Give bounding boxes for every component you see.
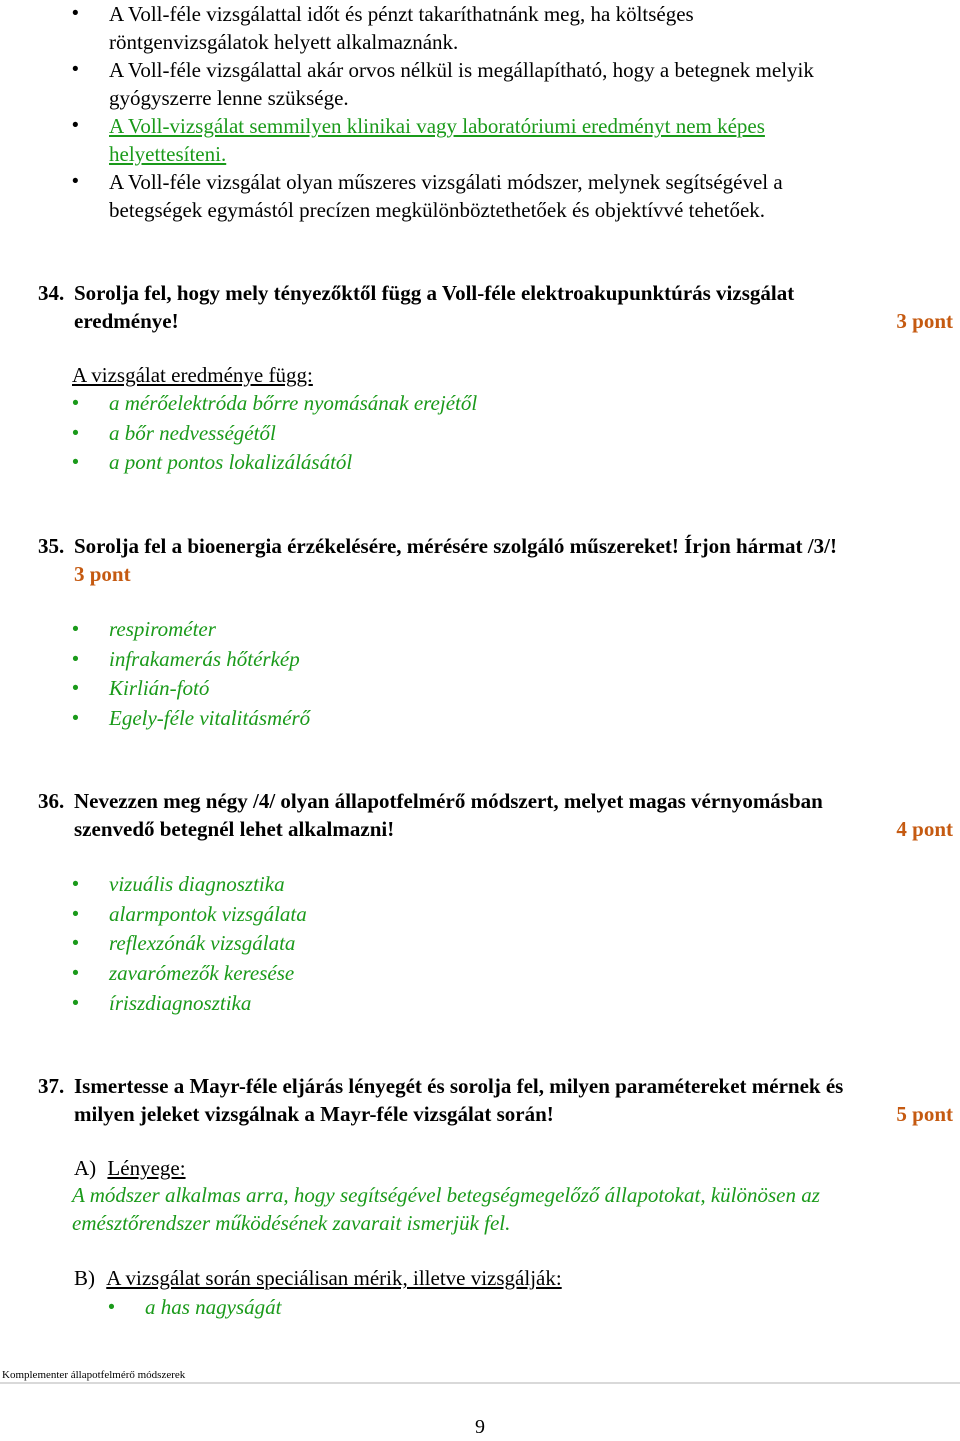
footer-divider (0, 1382, 960, 1384)
points-label: 5 pont (896, 1102, 953, 1126)
statement-line: • A Voll-féle vizsgálat olyan műszeres vizsgálati módszer, melynek segítségével a (109, 170, 783, 194)
statement-item-correct (0, 112, 960, 168)
statement-line: • A Voll-féle vizsgálattal akár orvos nélkül is megállapítható, hogy a betegnek melyik (109, 58, 814, 82)
answer-item: • reflexzónák vizsgálata (0, 929, 960, 959)
answer-list-34 (0, 389, 960, 478)
statement-item (0, 56, 960, 112)
question-text: Sorolja fel, hogy mely tényezőktől függ a Voll-féle elektroakupunktúrás vizsgálat (74, 281, 795, 305)
answer-item: • a pont pontos lokalizálásától (0, 448, 960, 478)
statement-line: gyógyszerre lenne szüksége. (109, 86, 349, 110)
statement-line: röntgenvizsgálatok helyett alkalmaznánk. (109, 30, 459, 54)
answer-item: • respirométer (0, 615, 960, 645)
answer-list-37b (36, 1293, 936, 1323)
part-letter: A) (74, 1156, 97, 1180)
statement-line: betegségek egymástól precízen megkülönböztethetőek és objektívvé tehetőek. (109, 198, 766, 222)
question-text: szenvedő betegnél lehet alkalmazni! (74, 817, 395, 841)
part-label: A vizsgálat során speciálisan mérik, illetve vizsgálják: (106, 1266, 562, 1290)
question-text: eredménye! (74, 309, 179, 333)
page-number: 9 (475, 1416, 485, 1438)
answer-item: • infrakamerás hőtérkép (0, 645, 960, 675)
statement-item (0, 0, 960, 56)
statement-line: helyettesíteni. (109, 142, 227, 166)
part-a-heading (74, 1154, 186, 1182)
answer-line: emésztőrendszer működésének zavarait ismerjük fel. (72, 1211, 511, 1235)
answer-item: • alarmpontok vizsgálata (0, 900, 960, 930)
answer-item: • zavarómezők keresése (0, 959, 960, 989)
answer-item: • vizuális diagnosztika (0, 870, 960, 900)
answer-line: A módszer alkalmas arra, hogy segítségével betegségmegelőző állapotokat, különösen az (72, 1183, 820, 1207)
part-b-heading (74, 1264, 562, 1292)
points-label: 3 pont (896, 309, 953, 333)
answer-item: • Egely-féle vitalitásmérő (0, 704, 960, 734)
part-label: Lényege: (107, 1156, 186, 1180)
intro-statement-list (0, 0, 960, 224)
question-text: Nevezzen meg négy /4/ olyan állapotfelmérő módszert, melyet magas vérnyomásban (74, 789, 823, 813)
answer-item: • a mérőelektróda bőrre nyomásának erejétől (0, 389, 960, 419)
statement-line: • A Voll-féle vizsgálattal időt és pénzt takaríthatnánk meg, ha költséges (109, 2, 694, 26)
statement-item (0, 168, 960, 224)
question-37 (0, 1072, 960, 1128)
question-number: 36. (38, 789, 65, 813)
answer-list-36 (0, 870, 960, 1019)
question-text: milyen jeleket vizsgálnak a Mayr-féle vizsgálat során! (74, 1102, 554, 1126)
question-number: 37. (38, 1074, 65, 1098)
part-a-answer (72, 1181, 820, 1237)
question-number: 35. (38, 534, 65, 558)
statement-line: • A Voll-vizsgálat semmilyen klinikai vagy laboratóriumi eredményt nem képes (109, 114, 765, 138)
answer-list-35 (0, 615, 960, 734)
part-letter: B) (74, 1266, 95, 1290)
answer-item: • a bőr nedvességétől (0, 419, 960, 449)
answer-item: • Kirlián-fotó (0, 674, 960, 704)
answer-item: • a has nagyságát (36, 1293, 936, 1323)
question-35 (0, 532, 960, 588)
question-34 (0, 279, 960, 335)
points-label: 4 pont (896, 817, 953, 841)
question-36 (0, 787, 960, 843)
question-number: 34. (38, 281, 65, 305)
answer-item: • íriszdiagnosztika (0, 989, 960, 1019)
question-text: Ismertesse a Mayr-féle eljárás lényegét és sorolja fel, milyen paramétereket mérnek és (74, 1074, 844, 1098)
answer-heading: A vizsgálat eredménye függ: (72, 363, 313, 387)
question-text: Sorolja fel a bioenergia érzékelésére, mérésére szolgáló műszereket! Írjon hármat /3/! (74, 534, 837, 558)
points-label: 3 pont (74, 562, 131, 586)
footer-title: Komplementer állapotfelmérő módszerek (2, 1369, 186, 1381)
